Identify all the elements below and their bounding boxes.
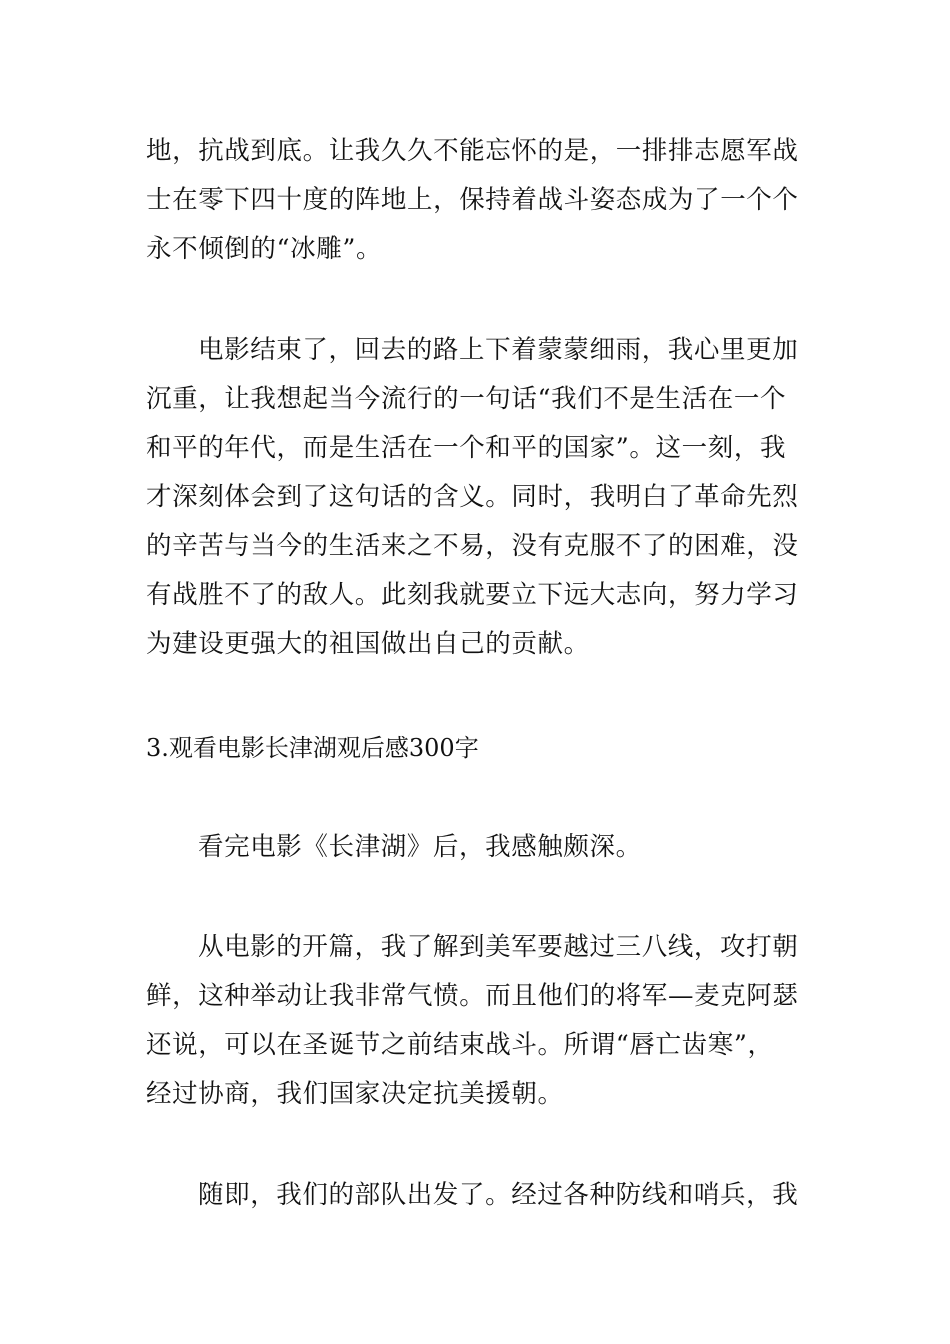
- paragraph: [146, 823, 806, 872]
- paragraph-line: 有战胜不了的敌人。此刻我就要立下远大志向，努力学习: [146, 580, 799, 610]
- paragraph-line: 看完电影《长津湖》后，我感触颇深。: [198, 832, 642, 862]
- paragraph-line: 才深刻体会到了这句话的含义。同时，我明白了革命先烈: [146, 482, 799, 512]
- paragraph-line: 沉重，让我想起当今流行的一句话“我们不是生活在一个: [146, 384, 787, 414]
- paragraph-line: 和平的年代，而是生活在一个和平的国家”。这一刻，我: [146, 433, 787, 463]
- paragraph: [146, 923, 806, 1119]
- paragraph-line: 地，抗战到底。让我久久不能忘怀的是，一排排志愿军战: [146, 136, 799, 166]
- paragraph-line: 随即，我们的部队出发了。经过各种防线和哨兵，我: [198, 1180, 799, 1210]
- paragraph-line: 的辛苦与当今的生活来之不易，没有克服不了的困难，没: [146, 531, 799, 561]
- paragraph: [146, 127, 806, 274]
- paragraph-line: 还说，可以在圣诞节之前结束战斗。所谓“唇亡齿寒”，: [146, 1030, 774, 1060]
- paragraph-line: 永不倾倒的“冰雕”。: [146, 234, 383, 264]
- paragraph: [146, 326, 806, 669]
- paragraph-line: 鲜，这种举动让我非常气愤。而且他们的将军—麦克阿瑟: [146, 981, 799, 1011]
- paragraph-line: 为建设更强大的祖国做出自己的贡献。: [146, 629, 590, 659]
- paragraph-line: 电影结束了，回去的路上下着蒙蒙细雨，我心里更加: [198, 335, 799, 365]
- paragraph: [146, 1171, 806, 1220]
- paragraph-line: 经过协商，我们国家决定抗美援朝。: [146, 1079, 564, 1109]
- paragraph-line: 士在零下四十度的阵地上，保持着战斗姿态成为了一个个: [146, 185, 799, 215]
- paragraph-line: 从电影的开篇，我了解到美军要越过三八线，攻打朝: [198, 932, 799, 962]
- section-heading: 3.观看电影长津湖观后感300字: [146, 734, 479, 762]
